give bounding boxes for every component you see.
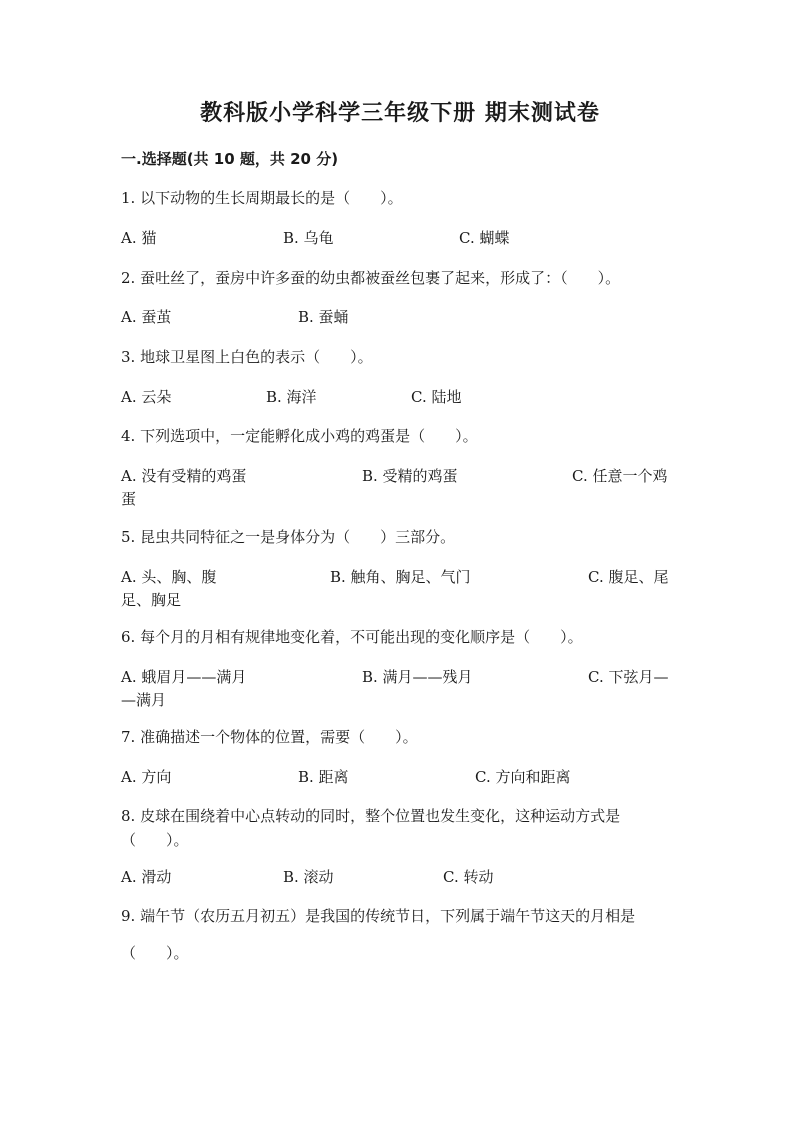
question-5-option-c-wrap: 足、胸足 [121, 591, 182, 609]
question-4-option-c-wrap: 蛋 [121, 490, 137, 508]
question-6-option-c[interactable]: C. 下弦月— [588, 668, 669, 686]
question-9-stem: 9. 端午节（农历五月初五）是我国的传统节日，下列属于端午节这天的月相是 [121, 907, 636, 925]
question-3-option-a[interactable]: A. 云朵 [121, 388, 172, 406]
question-6: 6. 每个月的月相有规律地变化着，不可能出现的变化顺序是（ ）。 [121, 628, 583, 646]
question-1-option-c[interactable]: C. 蝴蝶 [459, 229, 510, 247]
question-7-option-c[interactable]: C. 方向和距离 [475, 768, 571, 786]
question-1-option-a[interactable]: A. 猫 [121, 229, 157, 247]
question-3: 3. 地球卫星图上白色的表示（ ）。 [121, 348, 373, 366]
question-5-option-c[interactable]: C. 腹足、尾 [588, 568, 669, 586]
question-2-option-b[interactable]: B. 蚕蛹 [298, 308, 349, 326]
question-9-stem-tail: （ ）。 [121, 944, 189, 962]
question-1: 1. 以下动物的生长周期最长的是（ ）。 [121, 189, 403, 207]
section-heading: 一.选择题(共 10 题，共 20 分) [121, 150, 339, 168]
question-8-stem: 8. 皮球在围绕着中心点转动的同时，整个位置也发生变化，这种运动方式是 [121, 807, 621, 825]
question-4-option-c[interactable]: C. 任意一个鸡 [572, 467, 668, 485]
question-4-option-a[interactable]: A. 没有受精的鸡蛋 [121, 467, 247, 485]
question-5-option-b[interactable]: B. 触角、胸足、气门 [330, 568, 471, 586]
question-4-option-b[interactable]: B. 受精的鸡蛋 [362, 467, 458, 485]
question-7-option-b[interactable]: B. 距离 [298, 768, 349, 786]
question-7-option-a[interactable]: A. 方向 [121, 768, 172, 786]
question-8-option-a[interactable]: A. 滑动 [121, 868, 172, 886]
question-3-option-c[interactable]: C. 陆地 [411, 388, 462, 406]
question-6-option-b[interactable]: B. 满月——残月 [362, 668, 473, 686]
question-5-option-a[interactable]: A. 头、胸、腹 [121, 568, 217, 586]
question-2-option-a[interactable]: A. 蚕茧 [121, 308, 172, 326]
question-2: 2. 蚕吐丝了，蚕房中许多蚕的幼虫都被蚕丝包裹了起来，形成了：（ ）。 [121, 269, 621, 287]
question-8-option-c[interactable]: C. 转动 [443, 868, 494, 886]
exam-title: 教科版小学科学三年级下册 期末测试卷 [200, 101, 600, 126]
question-6-option-c-wrap: —满月 [121, 691, 167, 709]
question-3-option-b[interactable]: B. 海洋 [266, 388, 317, 406]
question-5: 5. 昆虫共同特征之一是身体分为（ ）三部分。 [121, 528, 456, 546]
question-6-option-a[interactable]: A. 蛾眉月——满月 [121, 668, 247, 686]
question-7: 7. 准确描述一个物体的位置，需要（ ）。 [121, 728, 418, 746]
question-9 [121, 905, 691, 965]
question-8-stem-tail: （ ）。 [121, 831, 189, 849]
question-1-option-b[interactable]: B. 乌龟 [283, 229, 334, 247]
question-8-option-b[interactable]: B. 滚动 [283, 868, 334, 886]
question-4: 4. 下列选项中，一定能孵化成小鸡的鸡蛋是（ ）。 [121, 427, 478, 445]
question-8 [121, 805, 691, 852]
